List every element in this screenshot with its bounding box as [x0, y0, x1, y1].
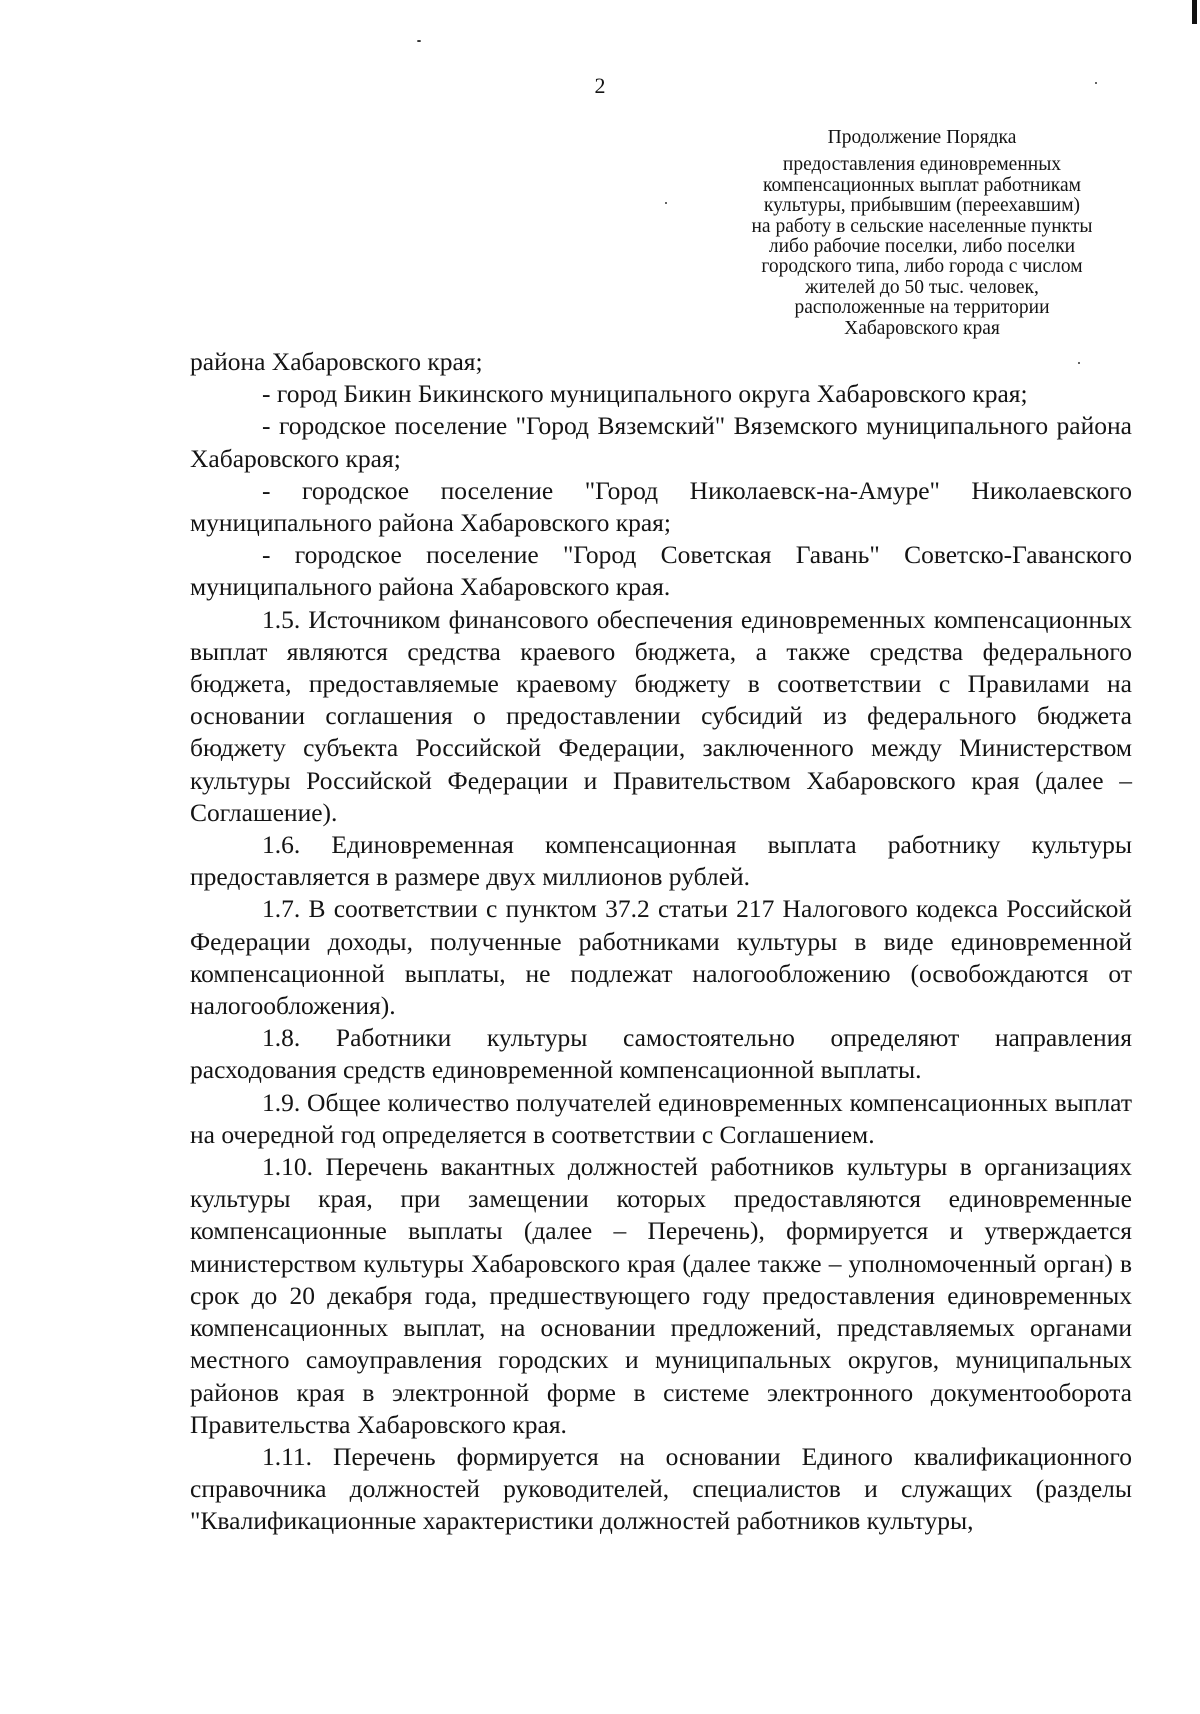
- header-line: компенсационных выплат работникам: [763, 174, 1081, 196]
- clause-1-11: 1.11. Перечень формируется на основании Единого квалификационного справочника должностей руководителей, специалистов и служащих (разделы "Квалификационные характеристики должностей работников культуры,: [190, 1441, 1132, 1536]
- document-body: [190, 346, 1132, 1538]
- page-number: 2: [594, 73, 606, 98]
- clause-1-7: 1.7. В соответствии с пунктом 37.2 статьи 217 Налогового кодекса Российской Федерации доходы, полученные работниками культуры в виде единовременной компенсационной выплаты, не подлежат налогообложению (освобождаются от налогообложения).: [190, 894, 1132, 1021]
- header-line: культуры, прибывшим (переехавшим): [763, 195, 1081, 217]
- list-item: - городское поселение "Город Советская Гавань" Советско-Гаванского муниципального района Хабаровского края.: [190, 540, 1132, 602]
- clause-1-9: 1.9. Общее количество получателей единовременных компенсационных выплат на очередной год определяется в соответствии с Соглашением.: [190, 1087, 1132, 1149]
- header-line: расположенные на территории: [794, 297, 1050, 319]
- list-item: - городское поселение "Город Николаевск-на-Амуре" Николаевского муниципального района Хабаровского края;: [190, 475, 1132, 538]
- continuation-header: [692, 128, 1152, 339]
- paragraph: района Хабаровского края;: [190, 347, 483, 376]
- scan-speck: [417, 40, 421, 42]
- clause-1-10: 1.10. Перечень вакантных должностей работников культуры в организациях культуры края, при замещении которых предоставляются единовременные компенсационные выплаты (далее – Перечень), формируется и утверждается министерством культуры Хабаровского края (далее также – уполномоченный орган) в срок до 20 декабря года, предшествующего году предоставления единовременных компенсационных выплат, на основании предложений, представляемых органами местного самоуправления городских и муниципальных округов, муниципальных районов края в электронной форме в системе электронного документооборота Правительства Хабаровского края.: [190, 1152, 1132, 1439]
- header-line: городского типа, либо города с числом: [761, 256, 1083, 278]
- list-item: - город Бикин Бикинского муниципального округа Хабаровского края;: [262, 379, 1028, 409]
- clause-1-8: 1.8. Работники культуры самостоятельно определяют направления расходования средств единовременной компенсационной выплаты.: [190, 1023, 1132, 1085]
- header-line: жителей до 50 тыс. человек,: [805, 276, 1039, 298]
- header-line: Продолжение Порядка: [827, 127, 1017, 148]
- clause-1-6: 1.6. Единовременная компенсационная выплата работнику культуры предоставляется в размере двух миллионов рублей.: [190, 830, 1132, 892]
- header-line: либо рабочие поселки, либо поселки: [768, 236, 1076, 258]
- scan-speck: [665, 202, 667, 204]
- header-line: предоставления единовременных: [782, 154, 1062, 176]
- list-item: - городское поселение "Город Вяземский" Вяземского муниципального района Хабаровского края;: [190, 411, 1132, 473]
- clause-1-5: 1.5. Источником финансового обеспечения единовременных компенсационных выплат являются средства краевого бюджета, а также средства федерального бюджета, предоставляемые краевому бюджету в соответствии с Правилами на основании соглашения о предоставлении субсидий из федерального бюджета бюджету субъекта Российской Федерации, заключенного между Министерством культуры Российской Федерации и Правительством Хабаровского края (далее – Соглашение).: [190, 604, 1132, 827]
- header-line: на работу в сельские населенные пункты: [751, 215, 1093, 237]
- header-line: Хабаровского края: [844, 317, 1000, 339]
- scan-edge-mark: [1192, 0, 1197, 24]
